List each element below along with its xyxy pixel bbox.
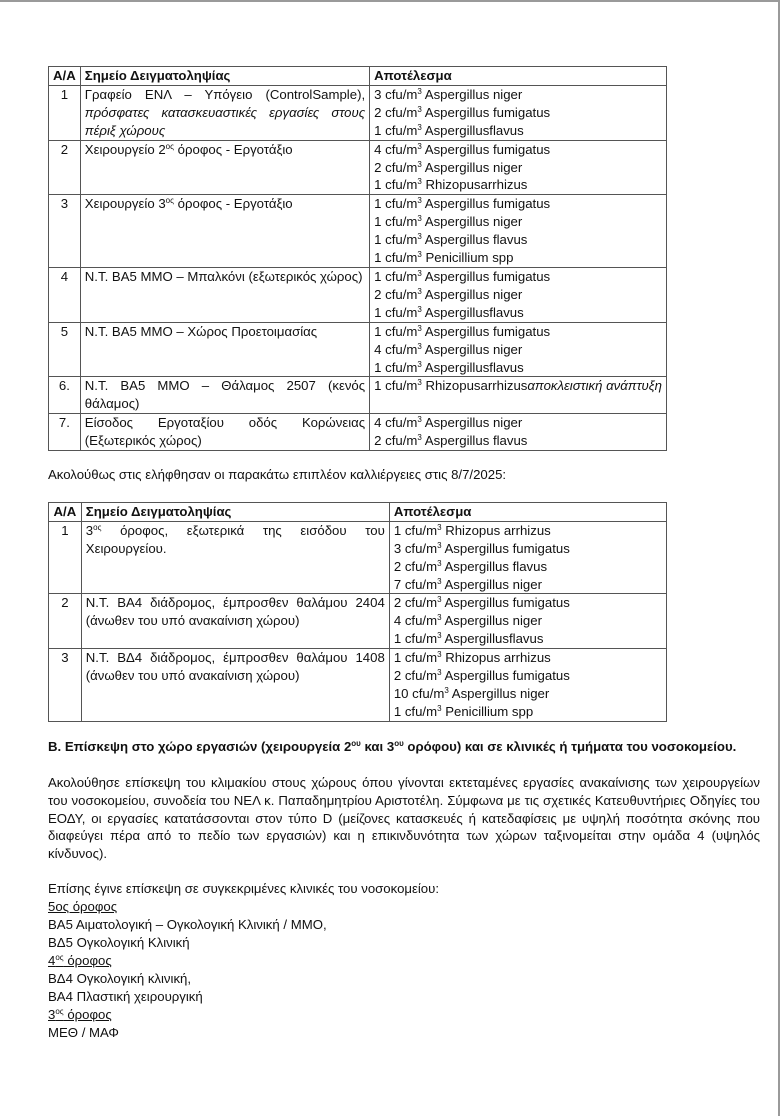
table-header-row: [49, 67, 667, 86]
unit-exponent: 3: [417, 232, 422, 242]
result-line: [394, 703, 662, 721]
clinic-item: ΒΔ4 Ογκολογική κλινική,: [48, 970, 192, 986]
result-line: [394, 612, 662, 630]
unit-exponent: 3: [417, 304, 422, 314]
result-line: [374, 286, 662, 304]
organism-name: Aspergillusflavus: [424, 359, 524, 375]
heading-text: και 3: [360, 738, 395, 754]
unit-exponent: 3: [417, 177, 422, 187]
row-number: 3: [49, 649, 82, 722]
header-sampling-point: Σημείο Δειγματοληψίας: [81, 502, 389, 521]
result-line: [374, 195, 662, 213]
clinic-item: ΜΕΘ / ΜΑΦ: [48, 1024, 119, 1040]
unit-exponent: 3: [417, 122, 422, 132]
heading-text: Β. Επίσκεψη στο χώρο εργασιών (χειρουργεία 2: [48, 738, 352, 754]
table-header-row: [49, 502, 667, 521]
unit-exponent: 3: [417, 415, 422, 425]
floor-4-label: [48, 952, 743, 970]
unit-exponent: 3: [417, 323, 422, 333]
organism-name: Penicillium spp: [425, 250, 514, 266]
cfu-count: 2: [374, 286, 382, 302]
organism-name: Aspergillus fumigatus: [424, 196, 551, 212]
table-row: [49, 414, 667, 451]
organism-name: Aspergillus niger: [424, 415, 523, 431]
result-line: [374, 231, 662, 249]
sampling-point: [80, 140, 369, 195]
cfu-unit: cfu/m: [385, 159, 418, 175]
cfu-unit: cfu/m: [404, 540, 438, 556]
cfu-unit: cfu/m: [404, 613, 438, 629]
unit-exponent: 3: [417, 341, 422, 351]
cfu-unit: cfu/m: [385, 141, 418, 157]
cfu-count: 2: [393, 558, 402, 574]
cfu-unit: cfu/m: [385, 196, 418, 212]
cfu-unit: cfu/m: [385, 378, 418, 394]
cfu-unit: cfu/m: [404, 703, 438, 719]
cfu-unit: cfu/m: [385, 433, 418, 449]
floor-3-label: [48, 1006, 743, 1024]
cfu-count: 1: [374, 196, 382, 212]
unit-exponent: 3: [437, 576, 442, 586]
organism-name: Aspergillus niger: [424, 341, 523, 357]
organism-name: Aspergillus fumigatus: [444, 540, 570, 556]
row-number: 1: [49, 85, 81, 140]
organism-name: Aspergillus fumigatus: [444, 668, 570, 684]
header-num: Α/Α: [49, 502, 82, 521]
cfu-unit: cfu/m: [385, 232, 418, 248]
floor-word: όροφος: [63, 952, 112, 968]
point-text: όροφος, εξωτερικά της εισόδου του Χειρουργείου.: [85, 522, 385, 556]
unit-exponent: 3: [417, 359, 422, 369]
table-row: [49, 377, 667, 414]
result-cell: [370, 195, 667, 268]
result-line: [374, 432, 662, 450]
result-line: [374, 323, 662, 341]
heading-text: ορόφου) και σε κλινικές ή τμήματα του νοσοκομείου.: [403, 738, 737, 754]
unit-exponent: 3: [417, 159, 422, 169]
organism-name: Aspergillus fumigatus: [444, 595, 570, 611]
table-row: [49, 594, 667, 649]
cfu-count: 1: [374, 232, 382, 248]
unit-exponent: 3: [417, 250, 422, 260]
sampling-point: [81, 594, 389, 649]
cfu-unit: cfu/m: [385, 323, 418, 339]
point-text: Ν.Τ. ΒΑ5 ΜΜΟ – Μπαλκόνι (εξωτερικός χώρος): [84, 268, 363, 284]
result-line: [394, 649, 662, 667]
organism-name: Aspergillus niger: [424, 159, 523, 175]
unit-exponent: 3: [417, 286, 422, 296]
cfu-unit: cfu/m: [404, 631, 438, 647]
cfu-count: 4: [374, 415, 382, 431]
cfu-count: 1: [393, 522, 402, 538]
ordinal-sup: ος: [93, 522, 102, 532]
cfu-count: 4: [374, 341, 382, 357]
result-cell: [370, 414, 667, 451]
cfu-unit: cfu/m: [404, 650, 438, 666]
point-text: Ν.Τ. ΒΑ4 διάδρομος, έμπροσθεν θαλάμου 2404 (άνωθεν του υπό ανακαίνιση χώρου): [85, 595, 385, 629]
organism-name: Aspergillus niger: [444, 576, 542, 592]
result-cell: [389, 594, 666, 649]
organism-name: Rhizopusarrhizus: [425, 177, 528, 193]
point-text: όροφος - Εργοτάξιο: [173, 196, 293, 212]
result-line: [394, 540, 662, 558]
cfu-count: 1: [393, 703, 402, 719]
unit-exponent: 3: [417, 378, 422, 388]
organism-name: Aspergillus niger: [424, 214, 523, 230]
ordinal-sup: ος: [165, 141, 174, 151]
row-number: 7.: [49, 414, 81, 451]
organism-name: Aspergillus niger: [424, 86, 523, 102]
cfu-count: 1: [374, 214, 382, 230]
organism-name: Aspergillus flavus: [444, 558, 548, 574]
cfu-count: 1: [374, 250, 382, 266]
sampling-point: [80, 267, 369, 322]
floor-number: 3: [48, 1006, 56, 1022]
table-row: [49, 267, 667, 322]
result-line: [394, 594, 662, 612]
clinic-item: ΒΑ4 Πλαστική χειρουργική: [48, 988, 203, 1004]
unit-exponent: 3: [417, 86, 422, 96]
result-line: [374, 86, 662, 104]
document-page: [48, 66, 760, 1041]
organism-name: Rhizopus arrhizus: [445, 522, 551, 538]
result-note: αποκλειστική ανάπτυξη: [527, 378, 662, 394]
cfu-count: 2: [374, 159, 382, 175]
row-number: 6.: [49, 377, 81, 414]
point-text: Γραφείο ΕΝΛ – Υπόγειο (ControlSample),: [84, 86, 366, 102]
sampling-results-table-1: [48, 66, 667, 451]
organism-name: Aspergillus fumigatus: [424, 323, 551, 339]
organism-name: Aspergillus niger: [424, 286, 523, 302]
point-text: 3: [85, 522, 94, 538]
cfu-unit: cfu/m: [385, 250, 418, 266]
result-line: [394, 667, 662, 685]
unit-exponent: 3: [417, 196, 422, 206]
cfu-count: 10: [393, 686, 409, 701]
result-line: [374, 268, 662, 286]
cfu-count: 1: [374, 323, 382, 339]
unit-exponent: 3: [417, 214, 422, 224]
point-text: όροφος - Εργοτάξιο: [173, 141, 293, 157]
point-note: πρόσφατες κατασκευαστικές εργασίες στους πέριξ χώρους: [84, 104, 366, 138]
sampling-point: [80, 85, 369, 140]
cfu-unit: cfu/m: [412, 686, 445, 701]
point-text: Χειρουργείο 2: [84, 141, 166, 157]
row-number: 2: [49, 140, 81, 195]
organism-name: Rhizopus arrhizus: [445, 650, 551, 666]
row-number: 5: [49, 322, 81, 377]
point-text: Ν.Τ. ΒΑ5 ΜΜΟ – Χώρος Προετοιμασίας: [84, 323, 318, 339]
organism-name: Penicillium spp: [445, 703, 534, 719]
cfu-count: 1: [393, 631, 402, 647]
cfu-count: 7: [393, 576, 402, 592]
cfu-count: 4: [393, 613, 402, 629]
additional-cultures-intro: Ακολούθως στις ελήφθησαν οι παρακάτω επιπλέον καλλιέργειες στις 8/7/2025:: [48, 467, 507, 483]
result-cell: [389, 649, 666, 722]
result-line: [374, 341, 662, 359]
cfu-unit: cfu/m: [385, 86, 418, 102]
organism-name: Aspergillus fumigatus: [424, 141, 551, 157]
result-line: [394, 685, 662, 703]
result-line: [374, 414, 662, 432]
unit-exponent: 3: [444, 686, 449, 695]
floor-5-label: 5ος όροφος: [48, 899, 118, 915]
row-number: 4: [49, 267, 81, 322]
cfu-count: 3: [374, 86, 382, 102]
cfu-count: 1: [374, 122, 382, 138]
section-b-heading: [48, 738, 760, 756]
cfu-count: 1: [393, 650, 402, 666]
result-line: [374, 104, 662, 122]
unit-exponent: 3: [417, 104, 422, 114]
result-line: [374, 159, 662, 177]
cfu-count: 2: [374, 433, 382, 449]
sampling-point: [80, 414, 369, 451]
sampling-point: [80, 195, 369, 268]
row-number: 1: [49, 521, 82, 594]
organism-name: Aspergillusflavus: [444, 631, 544, 647]
result-line: [374, 359, 662, 377]
clinic-item: ΒΑ5 Αιματολογική – Ογκολογική Κλινική / ΜΜΟ,: [48, 917, 327, 933]
table-row: [49, 649, 667, 722]
cfu-unit: cfu/m: [385, 359, 418, 375]
table-row: [49, 322, 667, 377]
result-cell: [389, 521, 666, 594]
unit-exponent: 3: [437, 558, 442, 568]
cfu-unit: cfu/m: [385, 304, 418, 320]
organism-name: Aspergillus flavus: [424, 433, 528, 449]
unit-exponent: 3: [417, 433, 422, 443]
organism-name: Rhizopusarrhizus: [425, 378, 528, 394]
sampling-point: [81, 649, 389, 722]
clinic-item: ΒΔ5 Ογκολογική Κλινική: [48, 934, 190, 950]
table-row: [49, 195, 667, 268]
unit-exponent: 3: [437, 650, 442, 660]
table-row: [49, 140, 667, 195]
cfu-count: 1: [374, 177, 382, 193]
floor-sup: ος: [55, 952, 64, 962]
cfu-count: 2: [374, 104, 382, 120]
result-line: [394, 558, 662, 576]
row-number: 2: [49, 594, 82, 649]
result-line: [374, 176, 662, 194]
heading-sup: ου: [351, 738, 361, 748]
cfu-unit: cfu/m: [385, 177, 418, 193]
cfu-count: 1: [374, 304, 382, 320]
organism-name: Aspergillusflavus: [424, 122, 524, 138]
result-line: [374, 304, 662, 322]
cfu-count: 2: [393, 595, 402, 611]
cfu-unit: cfu/m: [404, 522, 438, 538]
result-cell: [370, 267, 667, 322]
table1-body: [49, 85, 667, 450]
unit-exponent: 3: [417, 268, 422, 278]
organism-name: Aspergillus fumigatus: [424, 268, 551, 284]
cfu-count: 1: [374, 268, 382, 284]
result-line: [394, 522, 662, 540]
cfu-unit: cfu/m: [385, 214, 418, 230]
row-number: 3: [49, 195, 81, 268]
cfu-count: 3: [393, 540, 402, 556]
cfu-unit: cfu/m: [385, 341, 418, 357]
cfu-unit: cfu/m: [404, 558, 438, 574]
organism-name: Aspergillus niger: [444, 613, 542, 629]
result-line: [394, 576, 662, 594]
header-num: Α/Α: [49, 67, 81, 86]
cfu-unit: cfu/m: [385, 415, 418, 431]
point-text: Χειρουργείο 3: [84, 196, 166, 212]
header-result: Αποτέλεσμα: [389, 502, 666, 521]
result-line: [374, 122, 662, 140]
cfu-unit: cfu/m: [385, 122, 418, 138]
organism-name: Aspergillus niger: [451, 686, 550, 701]
visits-intro: Επίσης έγινε επίσκεψη σε συγκεκριμένες κλινικές του νοσοκομείου:: [48, 881, 440, 897]
table-row: [49, 85, 667, 140]
organism-name: Aspergillusflavus: [424, 304, 524, 320]
organism-name: Aspergillus flavus: [424, 232, 528, 248]
sampling-results-table-2: [48, 502, 667, 722]
cfu-count: 2: [393, 668, 402, 684]
result-cell: [370, 85, 667, 140]
cfu-unit: cfu/m: [404, 576, 438, 592]
point-text: Ν.Τ. ΒΔ4 διάδρομος, έμπροσθεν θαλάμου 1408 (άνωθεν του υπό ανακαίνιση χώρου): [85, 650, 385, 684]
floor-number: 4: [48, 952, 56, 968]
clinics-visited: [48, 880, 743, 1041]
cfu-unit: cfu/m: [404, 595, 438, 611]
header-sampling-point: Σημείο Δειγματοληψίας: [80, 67, 369, 86]
section-b-paragraph: Ακολούθησε επίσκεψη του κλιμακίου στους χώρους όπου γίνονται εκτεταμένες εργασίες ανακαίνισης των χειρουργείων του νοσοκομείου, συνοδεία του ΝΕΛ κ. Παπαδημητρίου Αριστοτέλη. Σύμφωνα με τις σχετικές Κατευθυντήριες Οδηγίες του ΕΟΔΥ, οι εργασίες κατατάσσονται στον τύπο D (μείζονες κατασκευές ή κατεδαφίσεις με υψηλή ποσότητα σκόνης που διαφεύγει πέρα από το πεδίο των εργασιών) και η επικινδυνότητα των χώρων ταξινομείται στην ομάδα 4 (υψηλός κίνδυνος).: [48, 774, 760, 862]
result-line: [374, 213, 662, 231]
unit-exponent: 3: [437, 613, 442, 623]
cfu-unit: cfu/m: [385, 268, 418, 284]
result-line: [374, 377, 662, 395]
cfu-count: 1: [374, 359, 382, 375]
ordinal-sup: ος: [165, 196, 174, 206]
unit-exponent: 3: [437, 522, 442, 532]
sampling-point: [81, 521, 389, 594]
result-cell: [370, 377, 667, 414]
table2-body: [49, 521, 667, 721]
organism-name: Aspergillus fumigatus: [424, 104, 551, 120]
result-cell: [370, 322, 667, 377]
unit-exponent: 3: [437, 540, 442, 550]
result-cell: [370, 140, 667, 195]
result-line: [374, 249, 662, 267]
floor-sup: ος: [55, 1006, 64, 1016]
cfu-unit: cfu/m: [385, 104, 418, 120]
unit-exponent: 3: [417, 141, 422, 151]
floor-word: όροφος: [63, 1006, 112, 1022]
table-row: [49, 521, 667, 594]
cfu-unit: cfu/m: [404, 668, 438, 684]
heading-sup: ου: [394, 738, 404, 748]
unit-exponent: 3: [437, 631, 442, 641]
result-line: [394, 630, 662, 648]
sampling-point: [80, 377, 369, 414]
sampling-point: [80, 322, 369, 377]
unit-exponent: 3: [437, 703, 442, 713]
point-text: Είσοδος Εργοταξίου οδός Κορώνειας (Εξωτερικός χώρος): [84, 415, 366, 449]
cfu-count: 4: [374, 141, 382, 157]
cfu-count: 1: [374, 378, 382, 394]
header-result: Αποτέλεσμα: [370, 67, 667, 86]
result-line: [374, 141, 662, 159]
cfu-unit: cfu/m: [385, 286, 418, 302]
unit-exponent: 3: [437, 668, 442, 678]
point-text: Ν.Τ. ΒΑ5 ΜΜΟ – Θάλαμος 2507 (κενός θάλαμος): [84, 378, 366, 412]
unit-exponent: 3: [437, 595, 442, 605]
